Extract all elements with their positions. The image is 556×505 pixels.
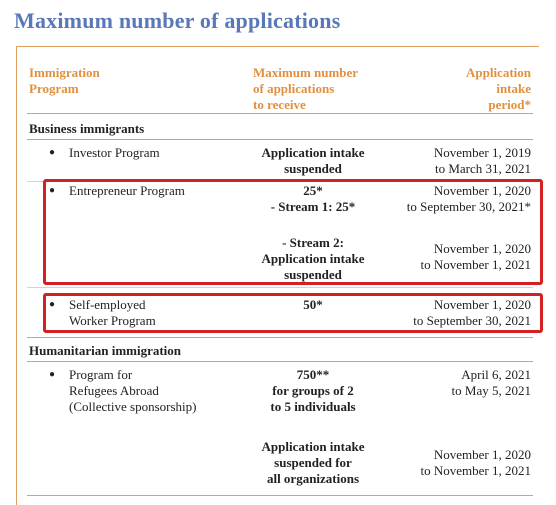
intake-period: November 1, 2020 to September 30, 2021* (406, 183, 531, 214)
max-applications: Application intake suspended for all organizations (261, 439, 365, 486)
max-applications: 50* (303, 297, 323, 312)
max-applications: 750** for groups of 2 to 5 individuals (270, 367, 356, 414)
program-name: Investor Program (69, 145, 160, 160)
intake-period: November 1, 2019 to March 31, 2021 (433, 145, 531, 176)
max-applications: Application intake suspended (261, 145, 365, 176)
bullet-icon: ● (49, 299, 56, 310)
highlight-box-entrepreneur (43, 179, 543, 285)
row-rule (27, 287, 533, 288)
section-rule (27, 139, 533, 140)
intake-period: November 1, 2020 to November 1, 2021 (420, 447, 531, 478)
intake-period: April 6, 2021 to May 5, 2021 (451, 367, 531, 398)
program-name: Entrepreneur Program (69, 183, 185, 198)
section-rule (27, 337, 533, 338)
intake-period: November 1, 2020 to November 1, 2021 (420, 241, 531, 272)
intake-period: November 1, 2020 to September 30, 2021 (413, 297, 531, 328)
header-rule (27, 113, 533, 114)
highlight-box-self-employed (43, 293, 543, 333)
table-frame (16, 46, 539, 505)
page-title: Maximum number of applications (14, 8, 341, 33)
section-business: Business immigrants (29, 121, 145, 136)
bullet-icon: ● (49, 185, 56, 196)
program-name: Program for Refugees Abroad (Collective sponsorship) (69, 367, 197, 414)
section-rule (27, 361, 533, 362)
bullet-icon: ● (49, 369, 56, 380)
table-bottom-rule (27, 495, 533, 496)
max-applications: 25* - Stream 1: 25* (270, 183, 356, 214)
bullet-icon: ● (49, 147, 56, 158)
section-humanitarian: Humanitarian immigration (29, 343, 182, 358)
program-name: Self-employed Worker Program (69, 297, 156, 328)
max-applications: - Stream 2: Application intake suspended (261, 235, 365, 282)
header-max: Maximum number of applications to receive (253, 65, 359, 112)
header-program: Immigration Program (29, 65, 100, 96)
header-period: Application intake period* (465, 65, 531, 112)
frame-corner (521, 46, 539, 47)
